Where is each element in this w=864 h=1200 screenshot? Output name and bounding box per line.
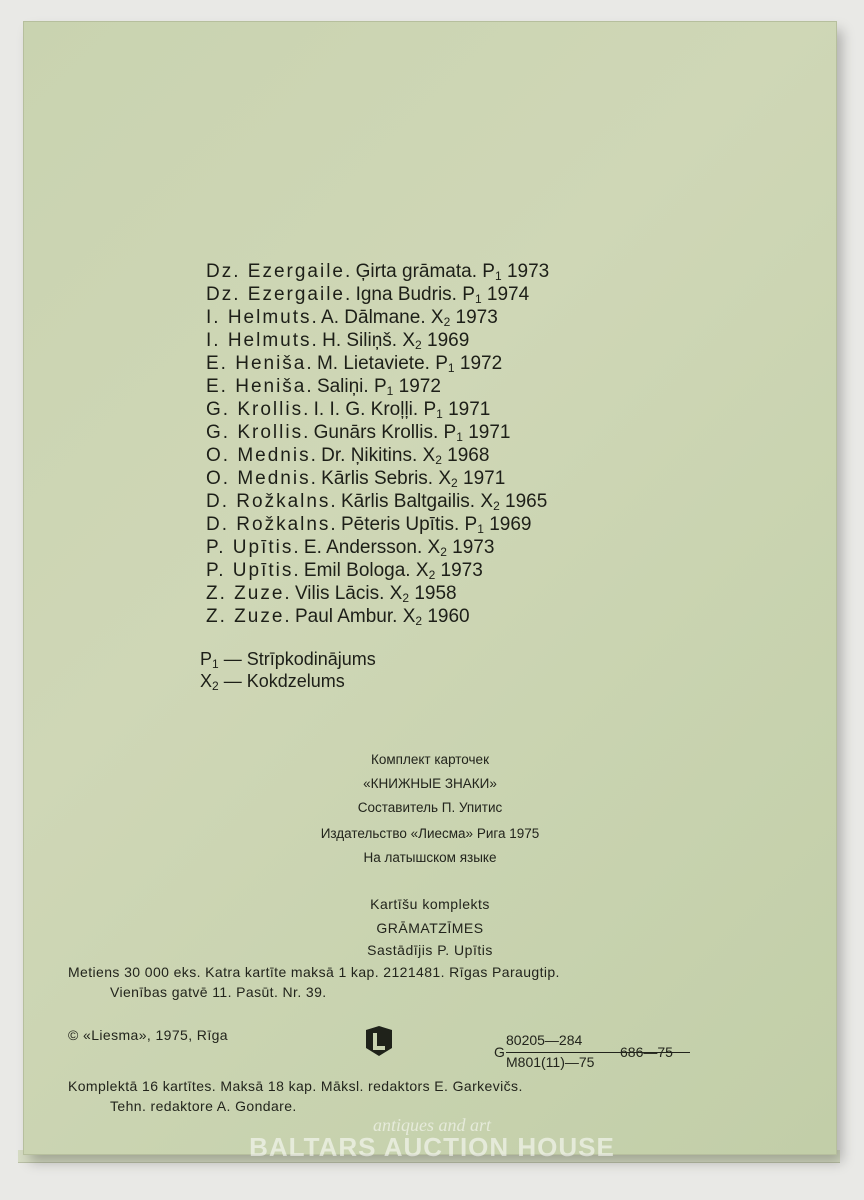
credit-technique: X <box>430 307 444 328</box>
credit-year: 1958 <box>414 583 457 604</box>
credit-technique: X <box>480 491 494 512</box>
credit-author: G. Krollis <box>206 422 304 443</box>
address-line: Vienības gatvē 11. Pasūt. Nr. 39. <box>110 984 327 1000</box>
credit-line: E. Heniša. Saliņi. $P_1$ 1972 <box>206 376 441 398</box>
legend-x2: $X_2$ — Kokdzelums <box>200 671 345 693</box>
credit-author: P. Upītis <box>206 537 294 558</box>
credit-technique: X <box>422 445 436 466</box>
credit-line: G. Krollis. I. I. G. Kroļļi. $P_1$ 1971 <box>206 399 491 421</box>
credit-title: I. I. G. Kroļļi. <box>313 399 419 420</box>
credit-line: Dz. Ezergaile. Ģirta grāmata. $P_1$ 1973 <box>206 261 550 283</box>
credit-author: Dz. Ezergaile <box>206 284 345 305</box>
credit-technique: X <box>402 606 416 627</box>
ru-line-4: Издательство «Лиесма» Рига 1975 <box>320 826 540 841</box>
credit-author: D. Rožkalns <box>206 514 331 535</box>
credit-technique-sub: 1 <box>447 361 455 375</box>
credit-line: D. Rožkalns. Pēteris Upītis. $P_1$ 1969 <box>206 514 532 536</box>
credit-technique-sub: 1 <box>456 430 463 444</box>
credit-title: Kārlis Baltgailis. <box>340 491 476 512</box>
credit-year: 1973 <box>455 307 498 328</box>
credit-line: E. Heniša. M. Lietaviete. $P_1$ 1972 <box>206 353 503 375</box>
ru-line-5: На латышском языке <box>363 850 497 865</box>
credit-title: Kārlis Sebris. <box>321 468 434 489</box>
credit-technique-sub: 1 <box>477 522 484 536</box>
credit-author: G. Krollis <box>206 399 304 420</box>
credit-line: D. Rožkalns. Kārlis Baltgailis. $X_2$ 1965 <box>206 491 548 513</box>
credit-technique-sub: 2 <box>451 476 458 490</box>
legend-p1: $P_1$ — Strīpkodinājums <box>200 649 376 671</box>
lv-line-2: GRĀMATZĪMES <box>376 920 484 936</box>
copyright-line: © «Liesma», 1975, Rīga <box>68 1027 228 1043</box>
credit-line: P. Upītis. Emil Bologa. $X_2$ 1973 <box>206 560 483 582</box>
credit-technique: X <box>438 468 452 489</box>
credit-technique-sub: 2 <box>428 568 436 582</box>
credit-author: Z. Zuze <box>206 583 285 604</box>
ru-line-1: Комплект карточек <box>371 752 489 767</box>
watermark-brand: BALTARS AUCTION HOUSE <box>249 1132 615 1162</box>
credit-line: O. Mednis. Dr. Ņikitins. $X_2$ 1968 <box>206 445 490 467</box>
credit-author: O. Mednis <box>206 445 311 466</box>
credit-technique-sub: 1 <box>474 292 482 306</box>
credit-technique: P <box>482 261 495 282</box>
credit-line: G. Krollis. Gunārs Krollis. $P_1$ 1971 <box>206 422 511 444</box>
credit-technique: X <box>427 537 441 558</box>
credit-technique: X <box>402 330 416 351</box>
credit-title: A. Dālmane. <box>321 307 426 328</box>
credit-author: I. Helmuts <box>206 330 312 351</box>
credit-technique: P <box>373 376 387 397</box>
credit-technique: P <box>443 422 457 443</box>
credit-technique-sub: 2 <box>435 453 442 467</box>
ru-line-2: «КНИЖНЫЕ ЗНАКИ» <box>363 776 497 791</box>
credit-technique: X <box>415 560 429 581</box>
credit-title: Ģirta grāmata. <box>355 261 477 282</box>
credit-author: Z. Zuze <box>206 606 285 627</box>
credit-year: 1973 <box>506 261 550 282</box>
credit-author: O. Mednis <box>206 468 311 489</box>
watermark-tagline: antiques and art <box>372 1115 491 1135</box>
credit-year: 1973 <box>452 537 495 558</box>
credit-technique-sub: 1 <box>386 384 394 398</box>
credit-technique-sub: 2 <box>415 614 423 628</box>
credit-technique-sub: 2 <box>493 499 500 513</box>
credit-technique: P <box>464 514 478 535</box>
credit-year: 1968 <box>447 445 490 466</box>
credit-line: O. Mednis. Kārlis Sebris. $X_2$ 1971 <box>206 468 506 490</box>
credit-year: 1971 <box>463 468 506 489</box>
credit-title: Vilis Lācis. <box>294 583 385 604</box>
credit-technique-sub: 2 <box>415 338 422 352</box>
credit-line: I. Helmuts. H. Siliņš. $X_2$ 1969 <box>206 330 470 352</box>
lv-line-3: Sastādījis P. Upītis <box>367 942 493 958</box>
footer-line-2: Tehn. redaktore A. Gondare. <box>110 1098 297 1114</box>
credit-technique-sub: 2 <box>402 591 410 605</box>
credit-year: 1965 <box>505 491 548 512</box>
credit-author: I. Helmuts <box>206 307 312 328</box>
credit-title: Gunārs Krollis. <box>313 422 439 443</box>
credit-title: M. Lietaviete. <box>316 353 430 374</box>
credit-technique: X <box>389 583 403 604</box>
credit-year: 1973 <box>440 560 483 581</box>
credit-year: 1972 <box>398 376 441 397</box>
credit-technique-sub: 1 <box>494 269 502 283</box>
credit-technique: P <box>462 284 475 305</box>
ru-line-3: Составитель П. Упитис <box>357 800 503 815</box>
technique-legend <box>200 648 376 692</box>
liesma-logo-icon <box>362 1024 396 1058</box>
credit-line: P. Upītis. E. Andersson. $X_2$ 1973 <box>206 537 495 559</box>
credit-title: H. Siliņš. <box>322 330 398 351</box>
credit-year: 1971 <box>468 422 511 443</box>
credit-year: 1971 <box>448 399 491 420</box>
footer-line-1: Komplektā 16 kartītes. Maksā 18 kap. Māksl. redaktors E. Garkevičs. <box>68 1078 523 1094</box>
credit-title: Pēteris Upītis. <box>340 514 460 535</box>
credit-year: 1969 <box>489 514 532 535</box>
credit-line: Z. Zuze. Paul Ambur. $X_2$ 1960 <box>206 606 470 628</box>
credit-author: D. Rožkalns <box>206 491 331 512</box>
credit-technique-sub: 2 <box>440 545 447 559</box>
print-run-line: Metiens 30 000 eks. Katra kartīte maksā 1 kap. 2121481. Rīgas Paraugtip. <box>68 964 560 980</box>
credit-technique-sub: 2 <box>443 315 451 329</box>
credit-title: E. Andersson. <box>303 537 423 558</box>
credit-year: 1969 <box>427 330 470 351</box>
credit-year: 1974 <box>486 284 530 305</box>
credit-author: P. Upītis <box>206 560 294 581</box>
credit-title: Emil Bologa. <box>303 560 411 581</box>
credit-title: Igna Budris. <box>355 284 457 305</box>
credit-line: I. Helmuts. A. Dālmane. $X_2$ 1973 <box>206 307 498 329</box>
lv-line-1: Kartīšu komplekts <box>370 896 490 912</box>
credit-author: Dz. Ezergaile <box>206 261 345 282</box>
credit-author: E. Heniša <box>206 353 307 374</box>
credit-year: 1960 <box>427 606 470 627</box>
credit-technique: P <box>435 353 448 374</box>
credit-title: Dr. Ņikitins. <box>321 445 418 466</box>
credit-technique-sub: 1 <box>436 407 443 421</box>
bookplate-credits-list <box>206 260 549 628</box>
credit-line: Z. Zuze. Vilis Lācis. $X_2$ 1958 <box>206 583 457 605</box>
booklet-back-cover: Dz. Ezergaile. Ģirta grāmata. $P_1$ 1973 Dz. Ezergaile. Igna Budris. $P_1$ 1974 I. Helmuts. A. Dālmane. $X_2$ 1973 I. Helmuts. H. Siliņš. $X_2$ 1969 E. Heniša. M. Lietaviete. $P_1$ 1972 E. Heniša. Saliņi. $P_1$ 1972 G. Krollis. I. I. G. Kroļļi. $P_1$ 1971 G. Krollis. Gunārs Krollis. $P_1$ 1971 O. Mednis. Dr. Ņikitins. $X_2$ 1968 O. Mednis. Kārlis Sebris. $X_2$ 1971 D. Rožkalns. Kārlis Baltgailis. $X_2$ 1965 D. Rožkalns. Pēteris Upītis. $P_1$ 1969 P. Upītis. E. Andersson. $X_2$ 1973 P. Upītis. Emil Bologa. $X_2$ 1973 Z. Zuze. Vilis Lācis. $X_2$ 1958 Z. Zuze. Paul Ambur. $X_2$ 1960 $P_1$ — Strīpkodinājums $X_2$ — Kokdzelums Комплект карточек «КНИЖНЫЕ ЗНАКИ» Составитель П. Упитис Издательство «Лиесма» Рига 1975 На латышском языке Kartīšu komplekts GRĀMATZĪMES Sastādījis P. Upītis Metiens 30 000 eks. Katra kartīte maksā 1 kap. 2121481. Rīgas Paraugtip. Vienības gatvē 11. Pasūt. Nr. 39. © «Liesma», 1975, Rīga G 80205—284 M801(11)—75 686—75 Komplektā 16 kartītes. Maksā 18 kap. Māksl. redaktors E. Garkevičs. Tehn. redaktore A. Gondare. <box>24 22 836 1154</box>
credit-title: Paul Ambur. <box>294 606 398 627</box>
credit-title: Saliņi. <box>316 376 369 397</box>
credit-year: 1972 <box>459 353 503 374</box>
credit-technique: P <box>423 399 437 420</box>
credit-author: E. Heniša <box>206 376 307 397</box>
credit-line: Dz. Ezergaile. Igna Budris. $P_1$ 1974 <box>206 284 530 306</box>
